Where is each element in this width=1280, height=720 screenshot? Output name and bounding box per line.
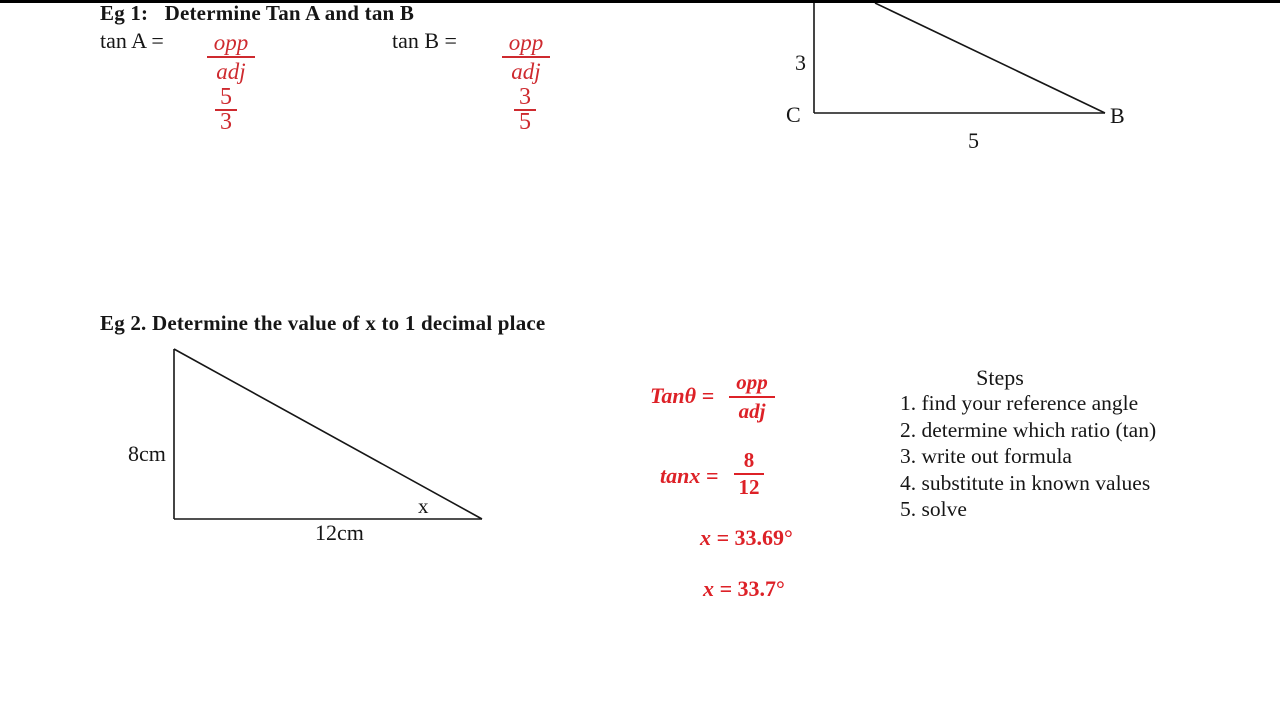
eg2-substitution-numerator: 8 xyxy=(743,448,755,472)
eg1-triangle-vertex-b-label: B xyxy=(1110,103,1125,128)
eg1-tan-b-ratio-fraction xyxy=(502,29,550,85)
steps-heading: Steps xyxy=(976,365,1024,390)
eg2-formula-lhs: Tanθ = xyxy=(650,383,715,408)
eg1-tan-b-value-numerator: 3 xyxy=(519,84,531,110)
eg1-tan-a-value-numerator: 5 xyxy=(220,84,232,110)
eg2-formula-denominator: adj xyxy=(729,396,775,425)
eg1-tan-b-value-denominator: 5 xyxy=(514,109,536,134)
eg2-result-rounded-lhs: x = xyxy=(703,576,733,601)
eg1-triangle-figure xyxy=(780,3,1140,150)
steps-item-4: 4. substitute in known values xyxy=(900,470,1151,495)
eg2-result-rounded-value: 33.7° xyxy=(737,576,785,601)
eg1-title: Eg 1: Determine Tan A and tan B xyxy=(100,1,415,25)
eg2-triangle-side-vertical-label: 8cm xyxy=(128,441,166,466)
eg1-tan-a-value-denominator: 3 xyxy=(215,109,237,134)
eg1-tan-a-ratio-fraction xyxy=(207,29,255,85)
eg1-tan-b-value-fraction xyxy=(514,86,536,134)
eg1-triangle-side-horizontal-label: 5 xyxy=(968,128,979,153)
steps-item-5: 5. solve xyxy=(900,497,967,522)
eg1-tan-b-ratio-numerator: opp xyxy=(508,30,544,55)
steps-list xyxy=(900,390,1220,523)
steps-item-1: 1. find your reference angle xyxy=(900,391,1139,415)
eg1-tan-b-label: tan B = xyxy=(392,28,457,53)
eg1-tan-a-ratio-denominator: adj xyxy=(207,56,255,85)
eg2-triangle-angle-label: x xyxy=(418,494,429,518)
eg2-substitution-denominator: 12 xyxy=(734,473,764,500)
eg1-tan-b-ratio-denominator: adj xyxy=(502,56,550,85)
eg1-tan-a-value-fraction xyxy=(215,86,237,134)
steps-item-2: 2. determine which ratio (tan) xyxy=(900,417,1157,442)
eg1-tan-a-ratio-numerator: opp xyxy=(213,30,249,55)
eg1-triangle-vertex-c-label: C xyxy=(786,102,801,127)
eg2-formula-fraction xyxy=(729,369,775,425)
eg2-triangle-figure xyxy=(160,345,500,525)
eg2-result-exact-lhs: x = xyxy=(700,525,730,550)
eg1-triangle-side-vertical-label: 3 xyxy=(795,50,806,75)
eg2-result-rounded xyxy=(703,576,785,602)
eg2-substitution-lhs: tanx = xyxy=(660,463,719,488)
steps-item-3: 3. write out formula xyxy=(900,444,1072,469)
eg2-title: Eg 2. Determine the value of x to 1 decimal place xyxy=(100,311,546,335)
eg1-tan-a-label: tan A = xyxy=(100,28,164,53)
eg2-result-exact xyxy=(700,525,793,551)
eg2-triangle-side-horizontal-label: 12cm xyxy=(315,520,364,545)
eg2-formula-numerator: opp xyxy=(736,370,768,394)
eg2-substitution-fraction xyxy=(734,448,764,500)
eg2-result-exact-value: 33.69° xyxy=(734,525,793,550)
